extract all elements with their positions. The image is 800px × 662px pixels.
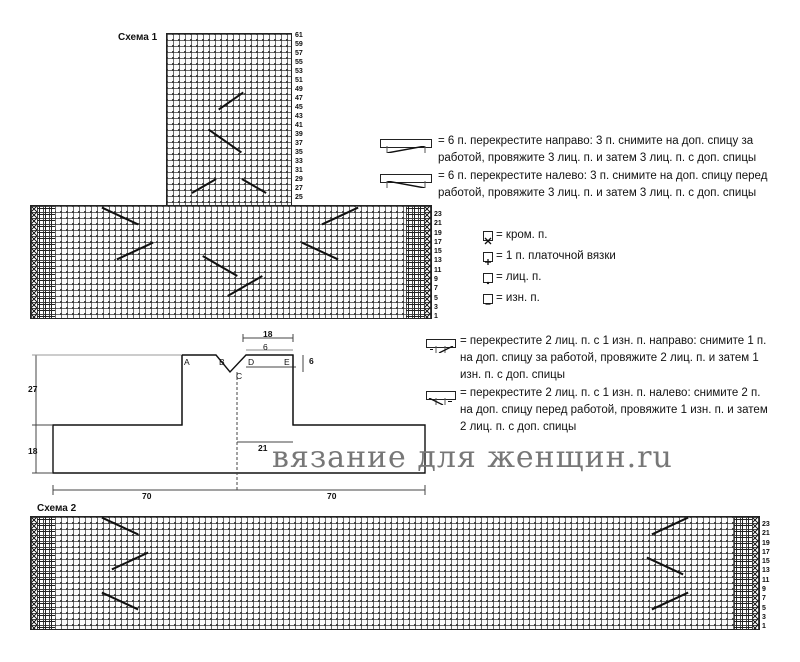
small-left-cross-icon <box>426 391 456 400</box>
dim-neck-depth: 6 <box>309 356 314 366</box>
row-label: 13 <box>762 567 770 575</box>
row-label: 11 <box>762 576 770 584</box>
dim-body-height: 27 <box>28 384 38 394</box>
row-label: 57 <box>295 50 303 57</box>
row-label: 59 <box>295 41 303 48</box>
row-label: 9 <box>762 586 766 594</box>
point-c-label: C <box>236 371 243 381</box>
row-label: 49 <box>295 86 303 93</box>
row-label: 35 <box>295 149 303 156</box>
row-label: 21 <box>762 530 770 538</box>
left-cross-symbol-icon <box>380 174 432 183</box>
point-a-label: A <box>184 357 190 367</box>
row-label: 61 <box>295 32 303 39</box>
row-label: 3 <box>434 303 438 311</box>
purl-stitch-icon <box>483 294 493 304</box>
row-label: 7 <box>434 285 438 293</box>
row-label: 13 <box>434 257 442 265</box>
row-label: 7 <box>762 595 766 603</box>
point-b-label: B <box>219 357 225 367</box>
scheme2-row-labels <box>762 522 770 634</box>
row-label: 15 <box>762 558 770 566</box>
row-label: 11 <box>434 266 442 274</box>
row-label: 41 <box>295 122 303 129</box>
row-label: 51 <box>295 77 303 84</box>
row-label: 55 <box>295 59 303 66</box>
row-label: 45 <box>295 104 303 111</box>
row-label: 33 <box>295 158 303 165</box>
dim-neck-width: 6 <box>263 342 268 352</box>
scheme2-garter-right <box>734 517 752 629</box>
knit-stitch-icon <box>483 273 493 283</box>
legend-knit-text: = лиц. п. <box>496 271 542 283</box>
row-label: 29 <box>295 176 303 183</box>
legend-small-right-cross-text: = перекрестите 2 лиц. п. с 1 изн. п. направо: снимите 1 п. на доп. спицу за работой, провяжите 2 лиц. п. и затем 1 изн. п. с доп. спицы <box>460 335 767 381</box>
row-label: 25 <box>295 194 303 201</box>
row-label: 21 <box>434 220 442 228</box>
legend-right-cross-text: = 6 п. перекрестите направо: 3 п. снимите на доп. спицу за работой, провяжите 3 лиц. п. и затем 3 лиц. п. с доп. спицы <box>438 135 757 164</box>
dim-band-half-width: 21 <box>258 443 268 453</box>
row-label: 17 <box>762 548 770 556</box>
right-cross-symbol-icon <box>380 139 432 148</box>
point-e-label: E <box>284 357 290 367</box>
dim-top-width: 18 <box>263 329 273 339</box>
scheme2-title: Схема 2 <box>37 503 77 514</box>
dim-band-height: 18 <box>28 446 38 456</box>
row-label: 47 <box>295 95 303 102</box>
scheme1-lower-row-labels <box>434 212 442 324</box>
row-label: 5 <box>762 604 766 612</box>
scheme2-edge-right <box>752 517 759 629</box>
row-label: 43 <box>295 113 303 120</box>
dim-right-width: 70 <box>327 491 337 501</box>
scheme1-upper-grid <box>166 33 292 207</box>
legend-garter-text: = 1 п. платочной вязки <box>496 250 616 262</box>
row-label: 1 <box>762 623 766 631</box>
row-label: 23 <box>762 521 770 528</box>
small-right-cross-icon <box>426 339 456 348</box>
scheme1-garter-left <box>37 206 55 318</box>
point-d-label: D <box>248 357 255 367</box>
row-label: 39 <box>295 131 303 138</box>
row-label: 15 <box>434 248 442 256</box>
scheme2-garter-left <box>37 517 55 629</box>
row-label: 37 <box>295 140 303 147</box>
site-watermark: вязание для женщин.ru <box>272 440 673 475</box>
scheme1-title: Схема 1 <box>118 32 158 43</box>
pattern-schematic <box>0 320 440 510</box>
legend-purl-text: = изн. п. <box>496 292 540 304</box>
garter-stitch-icon <box>483 252 493 262</box>
row-label: 17 <box>434 238 442 246</box>
dim-left-width: 70 <box>142 491 152 501</box>
scheme1-garter-right <box>406 206 424 318</box>
row-label: 31 <box>295 167 303 174</box>
scheme1-upper-row-labels <box>295 33 303 204</box>
row-label: 19 <box>762 539 770 547</box>
row-label: 19 <box>434 229 442 237</box>
scheme1-edge-right <box>424 206 431 318</box>
row-label: 9 <box>434 276 438 284</box>
legend-left-cross-text: = 6 п. перекрестите налево: 3 п. снимите на доп. спицу перед работой, провяжите 3 лиц. п. и затем 3 лиц. п. с доп. спицы <box>438 170 768 199</box>
row-label: 5 <box>434 294 438 302</box>
row-label: 27 <box>295 185 303 192</box>
legend-edge-text: = кром. п. <box>496 229 548 241</box>
row-label: 23 <box>434 211 442 218</box>
row-label: 3 <box>762 613 766 621</box>
row-label: 1 <box>434 313 438 321</box>
row-label: 53 <box>295 68 303 75</box>
legend-small-left-cross-text: = перекрестите 2 лиц. п. с 1 изн. п. налево: снимите 2 п. на доп. спицу перед работой, провяжите 1 изн. п. и затем 2 лиц. п. с доп. спицы <box>460 387 768 433</box>
scheme1-lower-grid <box>30 205 432 319</box>
edge-stitch-icon <box>483 231 493 241</box>
